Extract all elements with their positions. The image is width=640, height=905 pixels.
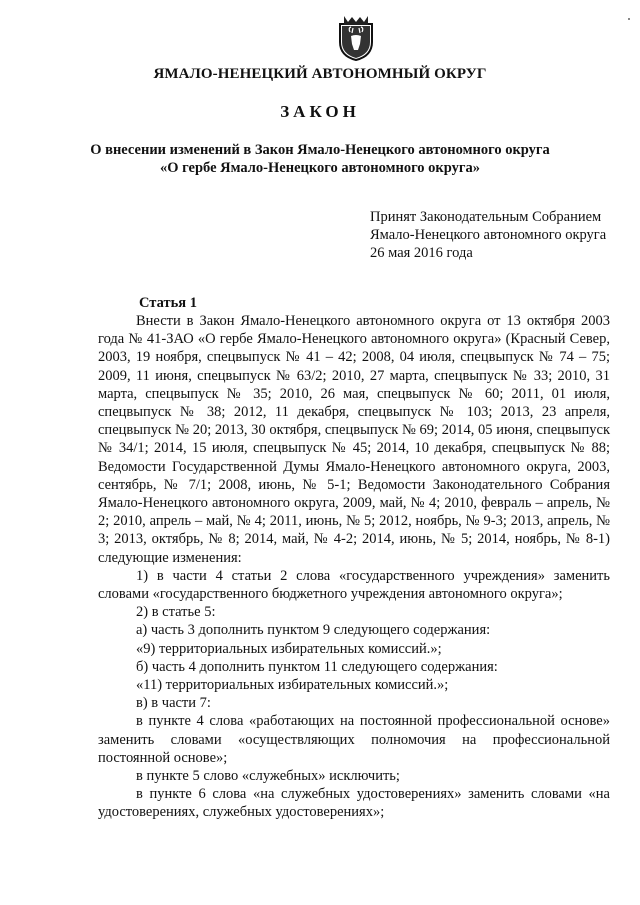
adoption-date: 26 мая 2016 года (370, 245, 473, 261)
subject-line: «О гербе Ямало-Ненецкого автономного округа» (160, 160, 480, 176)
amendment-item: б) часть 4 дополнить пунктом 11 следующего содержания: (136, 658, 498, 675)
region-name: ЯМАЛО-НЕНЕЦКИЙ АВТОНОМНЫЙ ОКРУГ (153, 66, 487, 82)
article-title: Статья 1 (139, 295, 197, 311)
adoption-line: Ямало-Ненецкого автономного округа (370, 227, 607, 243)
adoption-note (370, 208, 606, 262)
amendment-item: «11) территориальных избирательных комиссий.»; (136, 677, 449, 694)
amendment-item: «9) территориальных избирательных комиссий.»; (136, 640, 442, 657)
amendment-item: в) в части 7: (136, 695, 211, 712)
amendment-item: 2) в статье 5: (136, 604, 216, 621)
adoption-line: Принят Законодательным Собранием (370, 209, 602, 225)
coat-of-arms-icon (336, 12, 376, 62)
subject-line: О внесении изменений в Закон Ямало-Ненецкого автономного округа (90, 142, 550, 158)
amendment-item: в пункте 5 слово «служебных» исключить; (136, 768, 400, 785)
law-subject (0, 141, 640, 177)
amendment-item: 1) в части 4 статьи 2 слова «государственного учреждения» заменить словами «государственного бюджетного учреждения автономного округа»; (98, 567, 610, 603)
amendment-item: в пункте 4 слова «работающих на постоянной профессиональной основе» заменить словами «осуществляющих полномочия на профессиональной постоянной основе»; (98, 713, 610, 766)
article-body (98, 312, 610, 822)
scan-speck (628, 18, 630, 20)
article-intro-paragraph: Внести в Закон Ямало-Ненецкого автономного округа от 13 октября 2003 года № 41-ЗАО «О гербе Ямало-Ненецкого автономного округа» (Красный Север, 2003, 19 ноября, спецвыпуск № 41 – 42; 2008, 04 июля, спецвыпуск № 74 – 75; 2009, 11 июня, спецвыпуск № 63/2; 2010, 27 марта, спецвыпуск № 33; 2010, 31 марта, спецвыпуск № 35; 2010, 26 мая, спецвыпуск № 60; 2011, 01 июля, спецвыпуск № 38; 2012, 11 декабря, спецвыпуск № 103; 2013, 23 апреля, спецвыпуск № 20; 2013, 30 октября, спецвыпуск № 69; 2014, 05 июня, спецвыпуск № 34/1; 2014, 15 июля, спецвыпуск № 45; 2014, 10 декабря, спецвыпуск № 88; Ведомости Государственной Думы Ямало-Ненецкого автономного округа, 2003, сентябрь, № 7/1; 2008, июнь, № 5-1; Ведомости Законодательного Собрания Ямало-Ненецкого автономного округа, 2009, май, № 4; 2010, февраль – апрель, № 2; 2010, апрель – май, № 4; 2011, июнь, № 5; 2012, ноябрь, № 9-3; 2013, апрель, № 3; 2013, октябрь, № 8; 2014, май, № 4-2; 2014, июнь, № 5; 2014, ноябрь, № 8-1) следующие изменения: (98, 313, 610, 566)
amendment-item: а) часть 3 дополнить пунктом 9 следующего содержания: (136, 622, 491, 639)
document-type-title: ЗАКОН (280, 102, 360, 121)
amendment-item: в пункте 6 слова «на служебных удостоверениях» заменить словами «на удостоверениях, служебных удостоверениях»; (98, 786, 610, 821)
